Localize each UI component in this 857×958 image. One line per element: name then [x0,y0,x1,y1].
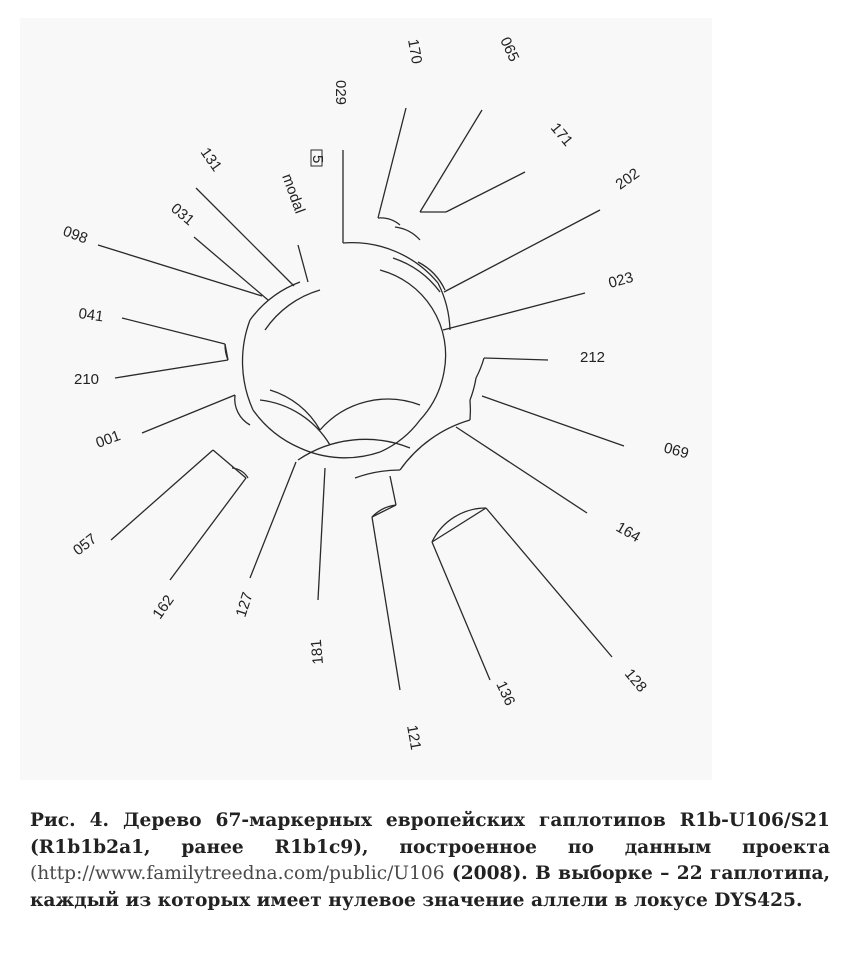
leaf-label-098: 098 [60,222,90,248]
leaf-label-136: 136 [492,678,519,709]
leaf-label-023: 023 [606,268,636,292]
figure-caption [30,808,830,914]
leaf-label-069: 069 [661,439,691,463]
tree-leaf-labels [61,35,691,752]
leaf-label-164: 164 [613,518,644,546]
leaf-label-128: 128 [620,665,651,696]
leaf-label-212: 212 [580,349,606,366]
leaf-label-171: 171 [546,119,577,150]
leaf-label-029: 029 [332,80,349,106]
leaf-label-181: 181 [307,638,327,666]
leaf-label-041: 041 [77,305,105,326]
leaf-label-001: 001 [93,427,123,452]
leaf-label-202: 202 [612,164,643,194]
caption-tail: (2008). В выборке – 22 гаплотипа, каждый из которых имеет нулевое значение аллели в локусе DYS425. [30,863,830,911]
leaf-label-210: 210 [74,371,100,388]
leaf-label-170: 170 [404,37,426,66]
leaf-label-5: 5 [309,155,326,164]
caption-main: Рис. 4. Дерево 67-маркерных европейских гаплотипов R1b-U106/S21 (R1b1b2a1, ранее R1b1c9), построенное по данным проекта [30,810,830,858]
leaf-label-065: 065 [496,34,523,65]
leaf-label-131: 131 [196,144,226,175]
caption-link[interactable]: (http://www.familytreedna.com/public/U106 [30,863,445,884]
leaf-label-057: 057 [69,530,101,560]
leaf-label-031: 031 [167,200,198,230]
leaf-label-121: 121 [403,723,425,752]
leaf-label-modal: modal [278,171,309,216]
leaf-label-162: 162 [149,592,178,623]
leaf-label-127: 127 [232,590,257,620]
